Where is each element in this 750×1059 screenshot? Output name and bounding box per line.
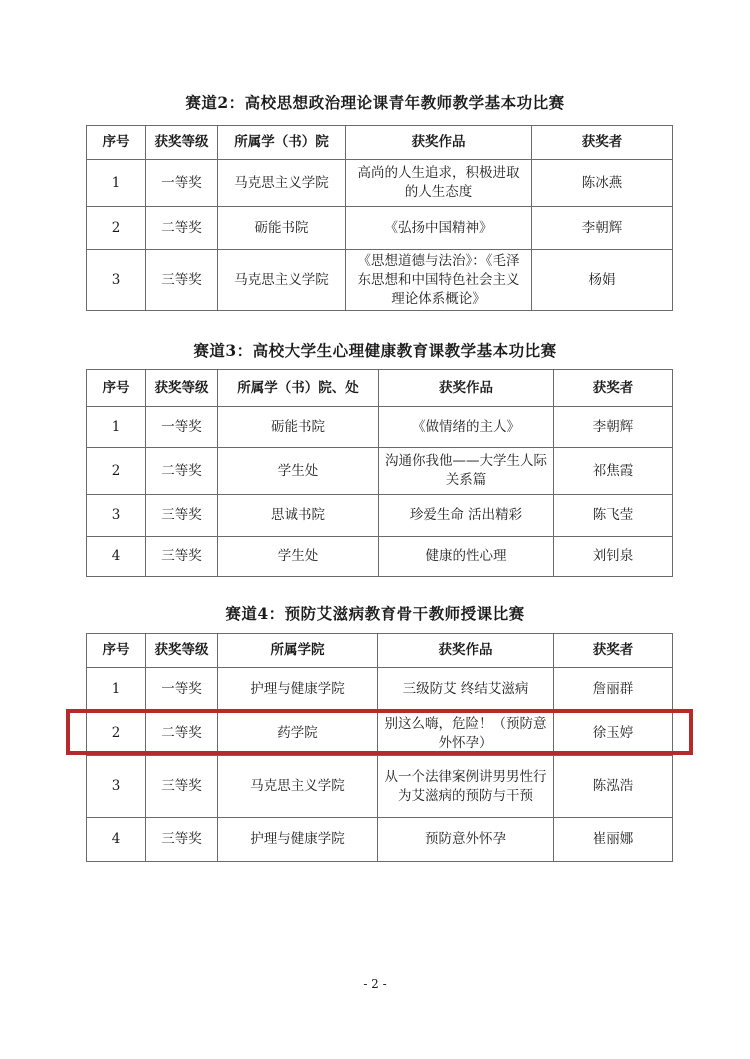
- cell-index: 2: [87, 712, 146, 756]
- table-row: [87, 207, 673, 250]
- awards-table-track2: [86, 125, 673, 311]
- cell-work: 沟通你我他——大学生人际关系篇: [379, 448, 554, 495]
- table-row: [87, 756, 673, 818]
- cell-award-level: 三等奖: [146, 818, 218, 862]
- table-row: [87, 250, 673, 311]
- header-award-level: 获奖等级: [146, 370, 218, 407]
- header-index: 序号: [87, 370, 146, 407]
- cell-winner: 杨娟: [532, 250, 673, 311]
- cell-work: 健康的性心理: [379, 537, 554, 577]
- cell-winner: 陈飞莹: [554, 495, 673, 537]
- header-award-level: 获奖等级: [146, 126, 218, 160]
- cell-work: 珍爱生命 活出精彩: [379, 495, 554, 537]
- cell-winner: 陈冰燕: [532, 160, 673, 207]
- cell-work: 从一个法律案例讲男男性行为艾滋病的预防与干预: [378, 756, 554, 818]
- header-winner: 获奖者: [532, 126, 673, 160]
- awards-table-track3: [86, 369, 673, 577]
- highlight-box: [66, 709, 693, 755]
- table-row: [87, 160, 673, 207]
- cell-work: 《思想道德与法治》：《毛泽东思想和中国特色社会主义理论体系概论》: [346, 250, 532, 311]
- cell-index: 3: [87, 250, 146, 311]
- table-row: [87, 495, 673, 537]
- cell-work: 《弘扬中国精神》: [346, 207, 532, 250]
- table-row: [87, 668, 673, 712]
- cell-winner: 李朝辉: [532, 207, 673, 250]
- header-index: 序号: [87, 634, 146, 668]
- cell-college: 砺能书院: [218, 207, 346, 250]
- cell-work: 高尚的人生追求，积极进取的人生态度: [346, 160, 532, 207]
- header-winner: 获奖者: [554, 634, 673, 668]
- cell-award-level: 三等奖: [146, 495, 218, 537]
- header-college: 所属学（书）院、处: [218, 370, 379, 407]
- table-row: [87, 448, 673, 495]
- cell-work: 预防意外怀孕: [378, 818, 554, 862]
- cell-index: 3: [87, 495, 146, 537]
- header-work: 获奖作品: [379, 370, 554, 407]
- header-index: 序号: [87, 126, 146, 160]
- section-title-track3: 赛道3：高校大学生心理健康教育课教学基本功比赛: [193, 341, 557, 360]
- cell-winner: 刘钊泉: [554, 537, 673, 577]
- cell-index: 4: [87, 818, 146, 862]
- header-college: 所属学院: [218, 634, 378, 668]
- cell-award-level: 二等奖: [146, 712, 218, 756]
- cell-winner: 李朝辉: [554, 407, 673, 448]
- cell-index: 4: [87, 537, 146, 577]
- cell-winner: 崔丽娜: [554, 818, 673, 862]
- cell-award-level: 三等奖: [146, 537, 218, 577]
- table-row: [87, 537, 673, 577]
- cell-winner: 祁焦霞: [554, 448, 673, 495]
- cell-index: 1: [87, 407, 146, 448]
- cell-index: 1: [87, 160, 146, 207]
- cell-college: 药学院: [218, 712, 378, 756]
- cell-college: 砺能书院: [218, 407, 379, 448]
- cell-award-level: 二等奖: [146, 207, 218, 250]
- section-title-track4: 赛道4：预防艾滋病教育骨干教师授课比赛: [225, 604, 525, 623]
- header-winner: 获奖者: [554, 370, 673, 407]
- cell-college: 护理与健康学院: [218, 668, 378, 712]
- cell-award-level: 一等奖: [146, 668, 218, 712]
- cell-winner: 陈泓浩: [554, 756, 673, 818]
- cell-college: 学生处: [218, 537, 379, 577]
- page-number: - 2 -: [363, 977, 387, 991]
- cell-index: 1: [87, 668, 146, 712]
- section-title-track2: 赛道2：高校思想政治理论课青年教师教学基本功比赛: [185, 93, 565, 112]
- cell-college: 马克思主义学院: [218, 160, 346, 207]
- cell-winner: 徐玉婷: [554, 712, 673, 756]
- header-college: 所属学（书）院: [218, 126, 346, 160]
- cell-college: 学生处: [218, 448, 379, 495]
- cell-winner: 詹丽群: [554, 668, 673, 712]
- cell-index: 3: [87, 756, 146, 818]
- header-award-level: 获奖等级: [146, 634, 218, 668]
- cell-index: 2: [87, 448, 146, 495]
- header-work: 获奖作品: [378, 634, 554, 668]
- cell-college: 马克思主义学院: [218, 250, 346, 311]
- cell-award-level: 三等奖: [146, 756, 218, 818]
- cell-college: 思诚书院: [218, 495, 379, 537]
- table-row: [87, 818, 673, 862]
- cell-award-level: 三等奖: [146, 250, 218, 311]
- cell-work: 别这么嗨，危险！（预防意外怀孕）: [378, 712, 554, 756]
- cell-award-level: 一等奖: [146, 160, 218, 207]
- cell-college: 护理与健康学院: [218, 818, 378, 862]
- cell-work: 三级防艾 终结艾滋病: [378, 668, 554, 712]
- cell-award-level: 二等奖: [146, 448, 218, 495]
- cell-college: 马克思主义学院: [218, 756, 378, 818]
- header-work: 获奖作品: [346, 126, 532, 160]
- cell-index: 2: [87, 207, 146, 250]
- cell-work: 《做情绪的主人》: [379, 407, 554, 448]
- cell-award-level: 一等奖: [146, 407, 218, 448]
- table-row: [87, 407, 673, 448]
